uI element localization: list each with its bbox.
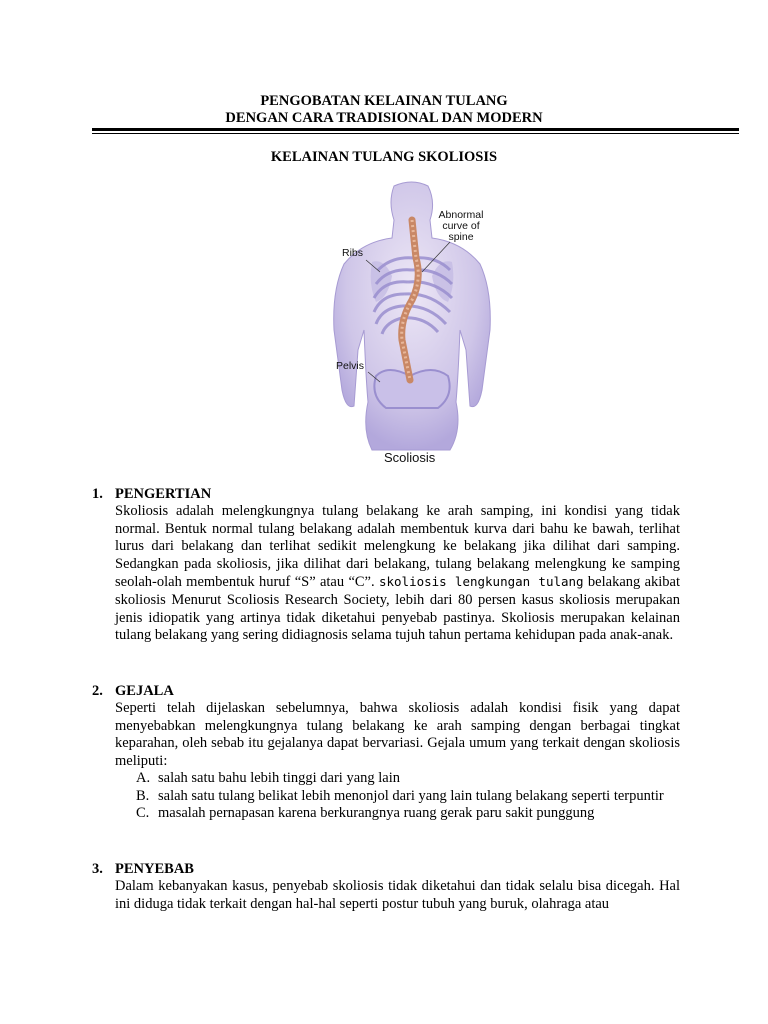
section-paragraph-gejala: Seperti telah dijelaskan sebelumnya, bahwa skoliosis adalah kondisi fisik yang dapat menyebabkan melengkungnya tulang belakang ke arah samping dengan berbagai tingkat keparahan, oleh sebab itu gejalanya dapat bervariasi. Gejala umum yang terkait dengan skoliosis meliputi: [115, 700, 680, 769]
section-heading-gejala [92, 683, 174, 700]
scoliosis-figure [332, 180, 492, 468]
document-subtitle: KELAINAN TULANG SKOLIOSIS [270, 149, 498, 165]
document-title-line-1: PENGOBATAN KELAINAN TULANG [260, 93, 508, 109]
list-item-text: masalah pernapasan karena berkurangnya ruang gerak paru sakit punggung [158, 805, 595, 822]
paragraph-text: Skoliosis adalah melengkungnya tulang belakang ke arah samping, ini kondisi yang tidak normal. Bentuk normal tulang belakang adalah membentuk kurva dari bahu ke bawah, terlihat lurus dari belakang dan terlihat sedikit melengkung ke belakang jika dilihat dari samping. Sedangkan pada skoliosis, jika dilihat dari belakang, tulang belakang melengkung ke samping seolah-olah membentuk huruf “S” atau “C”. [115, 503, 680, 591]
pelvis-label: Pelvis [336, 360, 365, 372]
list-marker: C. [136, 805, 150, 822]
ribs-label: Ribs [342, 247, 364, 259]
abnormal-label-line-1: Abnormal [438, 209, 484, 221]
section-paragraph-penyebab: Dalam kebanyakan kasus, penyebab skoliosis tidak diketahui dan tidak selalu bisa dicegah. Hal ini diduga tidak terkait dengan hal-hal seperti postur tubuh yang buruk, olahraga atau [115, 878, 680, 912]
section-title: GEJALA [115, 683, 174, 699]
list-marker: A. [136, 770, 151, 786]
section-number: 3. [92, 861, 103, 877]
paragraph-text-continued: belakang akibat skoliosis Menurut Scoliosis Research Society, lebih dari 80 persen kasus skoliosis merupakan jenis idiopatik yang artinya tidak diketahui penyebab pastinya. Skoliosis merupakan kelainan tulang belakang yang sering didiagnosis selama tujuh tahun pertama kehidupan pada anak-anak. [115, 574, 681, 644]
paragraph-mono-text: skoliosis lengkungan tulang [378, 574, 584, 590]
section-paragraph-pengertian [115, 503, 680, 645]
title-rule-thin [92, 133, 739, 134]
section-number: 2. [92, 683, 103, 699]
list-marker: B. [136, 787, 150, 804]
section-title: PENYEBAB [115, 861, 194, 877]
symptom-list [136, 770, 680, 823]
list-item-text: salah satu bahu lebih tinggi dari yang lain [158, 770, 401, 786]
list-item [136, 805, 680, 823]
abnormal-curve-label [432, 210, 490, 243]
abnormal-label-line-2: curve of [442, 220, 480, 232]
list-item [136, 788, 680, 806]
figure-caption: Scoliosis [384, 450, 436, 465]
title-rule-thick [92, 128, 739, 131]
section-heading-pengertian [92, 486, 211, 503]
section-heading-penyebab [92, 861, 194, 878]
section-title: PENGERTIAN [115, 486, 212, 502]
section-number: 1. [92, 486, 103, 502]
abnormal-label-line-3: spine [448, 231, 474, 243]
list-item [136, 770, 680, 788]
list-item-text: salah satu tulang belikat lebih menonjol dari yang lain tulang belakang seperti terpuntir [158, 787, 664, 804]
document-title-line-2: DENGAN CARA TRADISIONAL DAN MODERN [225, 110, 543, 126]
